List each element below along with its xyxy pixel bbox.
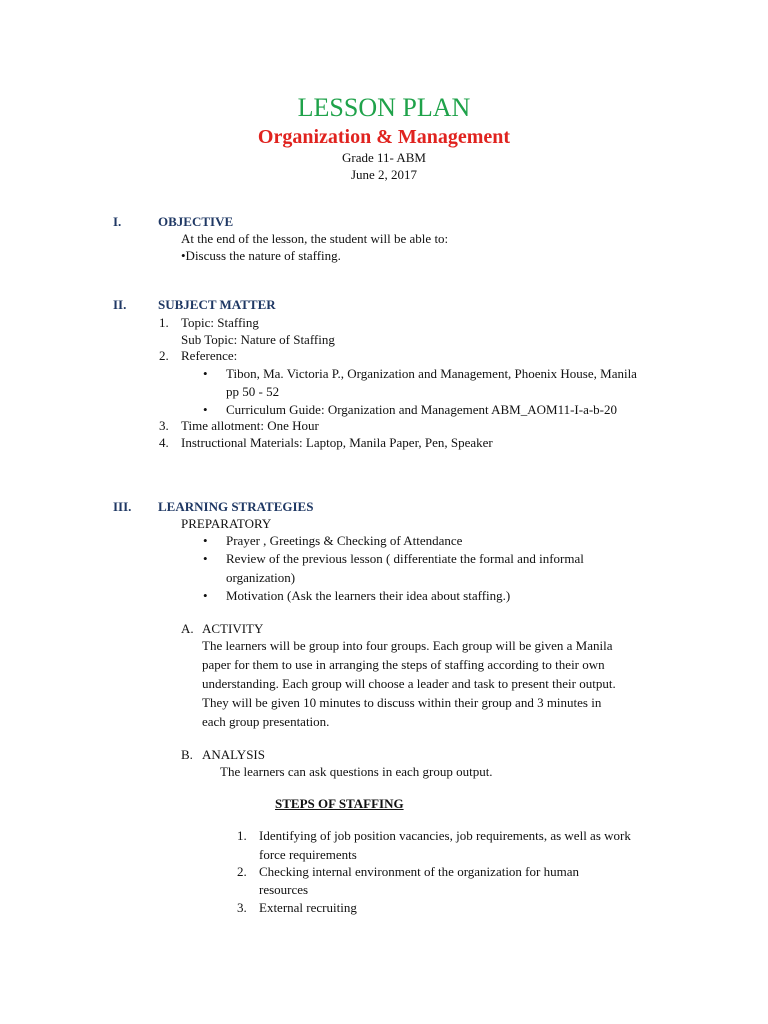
list-number: 2. xyxy=(237,864,247,879)
activity-letter: A. xyxy=(181,621,194,636)
step-item: force requirements xyxy=(259,847,357,862)
page-title: LESSON PLAN xyxy=(297,93,471,122)
step-item: Identifying of job position vacancies, job requirements, as well as work xyxy=(259,828,631,843)
prep-item: Review of the previous lesson ( differentiate the formal and informal xyxy=(226,551,584,566)
subtopic-item: Sub Topic: Nature of Staffing xyxy=(181,332,335,347)
section-title-learning: LEARNING STRATEGIES xyxy=(158,499,314,514)
list-number: 3. xyxy=(237,900,247,915)
list-number: 1. xyxy=(159,315,169,330)
grade-label: Grade 11- ABM xyxy=(341,150,426,165)
preparatory-label: PREPARATORY xyxy=(181,516,272,531)
steps-title: STEPS OF STAFFING xyxy=(275,796,404,811)
list-number: 3. xyxy=(159,418,169,433)
step-item: resources xyxy=(259,882,309,897)
section-number-learning: III. xyxy=(113,499,132,514)
list-number: 4. xyxy=(159,435,169,450)
activity-line: understanding. Each group will choose a leader and task to present their output. xyxy=(202,676,616,691)
prep-item: organization) xyxy=(226,570,296,585)
time-allotment-item: Time allotment: One Hour xyxy=(181,418,319,433)
list-number: 1. xyxy=(237,828,247,843)
analysis-letter: B. xyxy=(181,747,193,762)
topic-item: Topic: Staffing xyxy=(181,315,259,330)
prep-item: Prayer , Greetings & Checking of Attendance xyxy=(226,533,463,548)
bullet: • xyxy=(203,402,208,417)
reference-line: pp 50 - 52 xyxy=(226,384,280,399)
activity-line: paper for them to use in arranging the steps of staffing according to their own xyxy=(202,657,605,672)
section-title-objective: OBJECTIVE xyxy=(158,214,234,229)
page-subtitle: Organization & Management xyxy=(257,126,511,148)
materials-item: Instructional Materials: Laptop, Manila Paper, Pen, Speaker xyxy=(181,435,493,450)
step-item: Checking internal environment of the organization for human xyxy=(259,864,579,879)
section-number-subject-matter: II. xyxy=(113,297,127,312)
section-title-subject-matter: SUBJECT MATTER xyxy=(158,297,276,312)
reference-line: Tibon, Ma. Victoria P., Organization and Management, Phoenix House, Manila xyxy=(226,366,637,381)
bullet: • xyxy=(203,366,208,381)
bullet: • xyxy=(203,533,208,548)
bullet: • xyxy=(203,588,208,603)
step-item: External recruiting xyxy=(259,900,357,915)
bullet: • xyxy=(203,551,208,566)
prep-item: Motivation (Ask the learners their idea about staffing.) xyxy=(226,588,511,603)
activity-line: each group presentation. xyxy=(202,714,330,729)
objective-intro: At the end of the lesson, the student will be able to: xyxy=(181,231,449,246)
activity-label: ACTIVITY xyxy=(202,621,264,636)
analysis-label: ANALYSIS xyxy=(202,747,265,762)
objective-item: •Discuss the nature of staffing. xyxy=(181,248,341,263)
activity-line: The learners will be group into four groups. Each group will be given a Manila xyxy=(202,638,613,653)
analysis-text: The learners can ask questions in each group output. xyxy=(220,764,493,779)
date-label: June 2, 2017 xyxy=(350,167,418,182)
reference-item: Reference: xyxy=(181,348,238,363)
reference-line: Curriculum Guide: Organization and Management ABM_AOM11-I-a-b-20 xyxy=(226,402,617,417)
activity-line: They will be given 10 minutes to discuss within their group and 3 minutes in xyxy=(202,695,602,710)
list-number: 2. xyxy=(159,348,169,363)
section-number-objective: I. xyxy=(113,214,122,229)
